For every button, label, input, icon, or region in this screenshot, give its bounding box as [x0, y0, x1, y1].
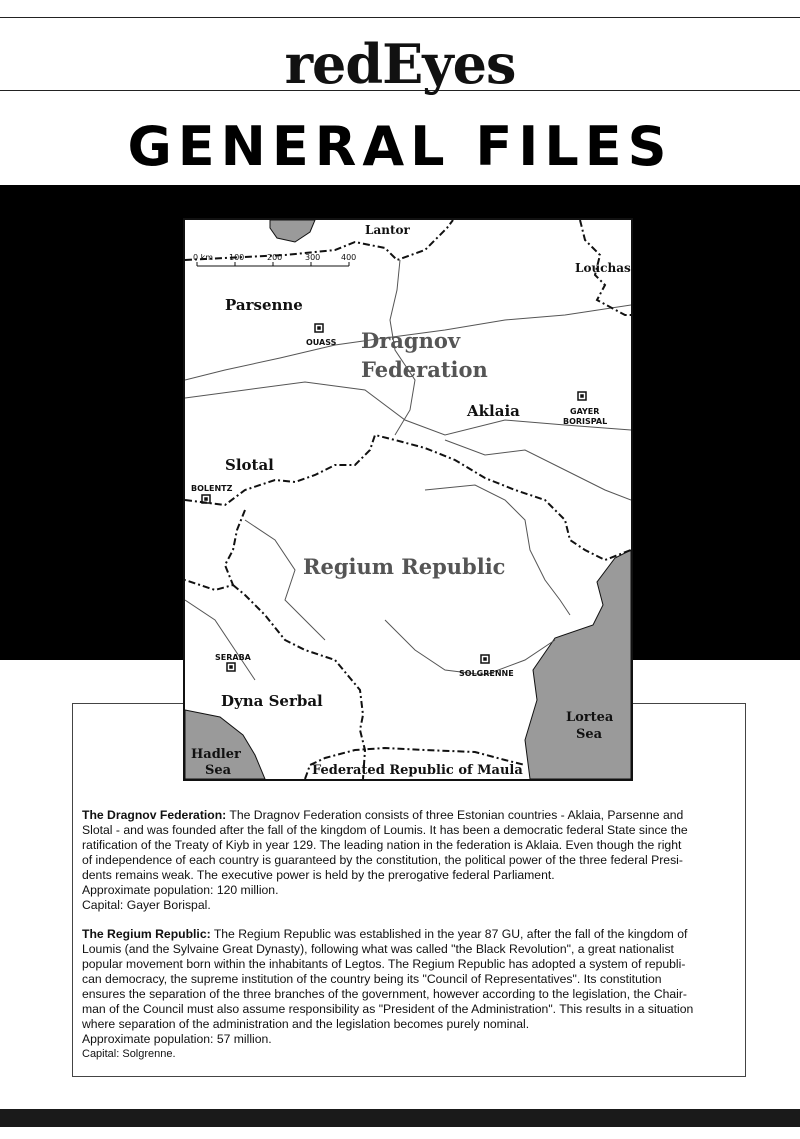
label-dragnov: Dragnov [361, 328, 461, 353]
label-borispal: BORISPAL [563, 417, 608, 426]
label-aklaia: Aklaia [467, 402, 520, 420]
logo: redEyes [284, 32, 516, 96]
label-parsenne: Parsenne [225, 296, 303, 314]
dragnov-capital: Capital: Gayer Borispal. [82, 898, 211, 912]
description-text [82, 808, 742, 1076]
label-lortea: Lortea [566, 710, 614, 725]
bottom-bar [0, 1109, 800, 1127]
dragnov-heading: The Dragnov Federation: [82, 808, 227, 822]
regium-capital: Capital: Solgrenne. [82, 1048, 176, 1060]
scale-label: 0 km [193, 253, 214, 262]
label-maula: Federated Republic of Maula [312, 763, 523, 778]
top-rule [0, 17, 800, 18]
lortea-sea [525, 550, 631, 779]
label-bolentz: BOLENTZ [191, 484, 233, 493]
regium-paragraph: The Regium Republic: The Regium Republic was established in the year 87 GU, after the fall of the kingdom of Loumis (and the Sylvaine Great Dynasty), following what was called "the Black Revolution", a great nationalist popular movement born within the inhabitants of Legtos. The Regium Republic has adopted a system of republi- can democracy, the supreme institution of the country being its "Council of Representatives". Its constitution ensures the separation of the three branches of the government, however according to the legislation, the Chair- man of the Council must also assume responsibility as "President of the Administration". This results in a situation where separation of the administration and the legislation becomes purely nominal. Approximate population: 57 million. Capital: Solgrenne. [82, 927, 742, 1062]
label-louchas: Louchas [575, 261, 631, 275]
scale-label: 200 [267, 253, 283, 262]
map [183, 218, 633, 781]
label-regium: Regium Republic [303, 554, 506, 579]
page-title: GENERAL FILES [127, 115, 673, 178]
label-lantor: Lantor [365, 223, 410, 237]
regium-population: Approximate population: 57 million. [82, 1032, 272, 1046]
label-dyna-serbal: Dyna Serbal [221, 692, 323, 710]
label-lortea-sea: Sea [576, 727, 603, 742]
label-seraba: SERABA [215, 653, 251, 662]
scale-label: 100 [229, 253, 245, 262]
label-gayer: GAYER [570, 407, 600, 416]
label-hadler: Hadler [191, 747, 241, 762]
regium-heading: The Regium Republic: [82, 927, 211, 941]
label-solgrenne: SOLGRENNE [459, 669, 514, 678]
label-federation: Federation [361, 357, 488, 382]
dragnov-population: Approximate population: 120 million. [82, 883, 279, 897]
label-slotal: Slotal [225, 456, 274, 474]
scale-label: 300 [305, 253, 321, 262]
scale-label: 400 [341, 253, 357, 262]
label-hadler-sea: Sea [205, 763, 232, 778]
dragnov-paragraph: The Dragnov Federation: The Dragnov Federation consists of three Estonian countries - Aklaia, Parsenne and Slotal - and was founded after the fall of the kingdom of Loumis. It has been a democratic federal State since the ratification of the Treaty of Kiyb in year 129. The leading nation in the federation is Aklaia. Even though the right of independence of each country is guaranteed by the constitution, the political power of the three federal Presi- dents remains weak. The executive power is held by the prerogative federal Parliament. Approximate population: 120 million. Capital: Gayer Borispal. [82, 808, 742, 913]
label-ouass: OUASS [306, 338, 337, 347]
northwest-sea [270, 220, 315, 242]
